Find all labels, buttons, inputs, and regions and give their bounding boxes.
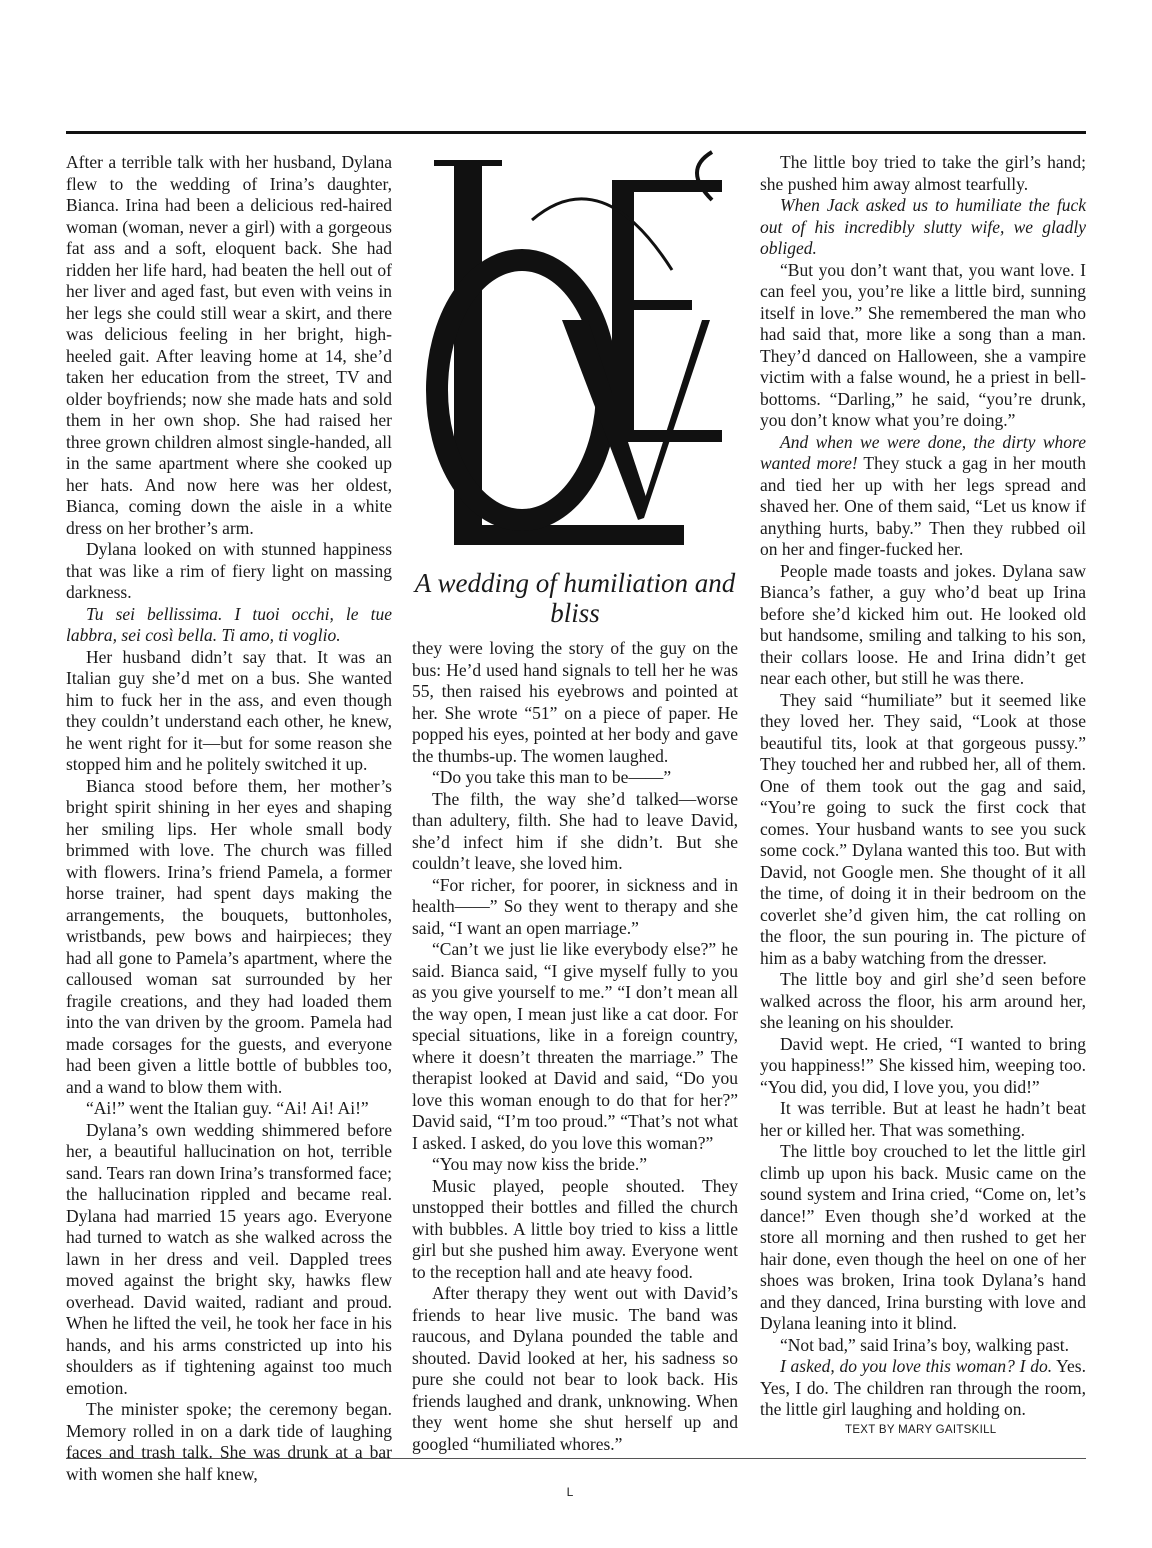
top-rule [66, 131, 1086, 134]
monogram-graphic [412, 140, 738, 570]
paragraph: “You may now kiss the bride.” [432, 1154, 648, 1174]
paragraph: I asked, do you love this woman? I do. Yes. Yes, I do. The children ran through the room, the little girl laughing and holding on. [760, 1356, 1086, 1419]
byline: TEXT BY MARY GAITSKILL [845, 1424, 997, 1436]
paragraph: They said “humiliate” but it seemed like they loved her. They said, “Look at those beautiful tits, look at that gorgeous pussy.” They touched her and rubbed her, all of them. One of them took out the gag and said, “You’re going to suck the first cock that comes. Your husband wants to see you suck some cock.” Dylana wanted this too. But with David, not Google men. She thought of it all the time, of doing it in their bedroom on the coverlet she’d given him, the cat rolling on the floor, the sun pouring in. The picture of him as a baby watching from the dresser. [760, 689, 1086, 968]
love-monogram [412, 140, 738, 570]
paragraph: “Not bad,” said Irina’s boy, walking past. [780, 1334, 1070, 1355]
paragraph: Music played, people shouted. They unstopped their bottles and filled the church with bubbles. A little boy tried to kiss a little girl but she pushed him away. Everyone went to the reception hall and ate heavy food. [412, 1175, 738, 1282]
paragraph: “But you don’t want that, you want love. I can feel you, you’re like a little bird, sunning itself in love.” She remembered the man who had said that, more like a song than a man. They’d danced on Halloween, she a vampire victim with a false wound, he a priest in bell-bottoms. “Darling,” he said, “you’re drunk, you don’t know what you’re doing.” [760, 259, 1086, 430]
paragraph: People made toasts and jokes. Dylana saw Bianca’s father, a guy who’d beat up Irina before she’d kicked him out. He looked old but handsome, smiling and talking to his son, their collars loose. He and Irina didn’t get near each other, but still he was there. [760, 560, 1086, 688]
column-2 [412, 638, 738, 1458]
paragraph: It was terrible. But at least he hadn’t beat her or killed her. That was something. [760, 1098, 1086, 1140]
paragraph: Dylana looked on with stunned happiness that was like a rim of fiery light on massing darkness. [66, 539, 392, 602]
paragraph: The filth, the way she’d talked—worse than adultery, filth. She had to leave David, she’d infect him if she didn’t. But she couldn’t leave, she loved him. [412, 788, 738, 873]
paragraph: “Do you take this man to be——” [432, 767, 672, 787]
paragraph: The little boy tried to take the girl’s hand; she pushed him away almost tearfully. [760, 152, 1086, 194]
paragraph: Her husband didn’t say that. It was an Italian guy she’d met on a bus. She wanted him to fuck her in the ass, and even though they couldn’t understand each other, he knew, he went right for it—but for some reason she stopped him and he politely switched it up. [66, 646, 392, 774]
paragraph: When Jack asked us to humiliate the fuck out of his incredibly slutty wife, we gladly obliged. [760, 195, 1086, 258]
paragraph: “For richer, for poorer, in sickness and in health——” So they went to therapy and she said, “I want an open marriage.” [412, 874, 738, 938]
paragraph: After therapy they went out with David’s friends to hear live music. The band was raucous, and Dylana pounded the table and shouted. David looked at her, his sadness so pure she could not bear to look back. His friends laughed and drank, unknowing. When they went home she shut herself up and googled “humiliated whores.” [412, 1283, 738, 1454]
column-3 [760, 152, 1086, 1452]
paragraph: The little boy crouched to let the little girl climb up upon his back. Music came on the sound system and Irina cried, “Come on, let’s dance!” Even though she’d worked at the store all morning and then rushed to get her hair done, even though the heel on one of her shoes was broken, Irina took Dylana’s hand and they danced, Irina bursting with love and Dylana leaning into it blind. [760, 1141, 1086, 1333]
paragraph: And when we were done, the dirty whore wanted more! They stuck a gag in her mouth and tied her up with her legs spread and shaved her. One of them said, “Let us know if anything hurts, baby.” Then they rubbed oil on her and finger-fucked her. [760, 431, 1086, 559]
paragraph: “Can’t we just lie like everybody else?” he said. Bianca said, “I give myself fully to you as you give yourself to me.” “I don’t mean all the way open, I mean just like a cat door. For special situations, like in a foreign country, where it doesn’t threaten the marriage.” The therapist looked at David and said, “Do you love this woman enough to do that for her?” David said, “I’m too proud.” “That’s not what I asked. I asked, do you love this woman?” [412, 939, 738, 1153]
headline: A wedding of humiliation and bliss [414, 568, 736, 628]
paragraph: The minister spoke; the ceremony began. Memory rolled in on a dark tide of laughing faces and trash talk. She was drunk at a bar with women she half knew, [66, 1399, 392, 1484]
page-number: L [566, 1485, 574, 1499]
paragraph: The little boy and girl she’d seen before walked across the floor, his arm around her, she leaning on his shoulder. [760, 969, 1086, 1032]
paragraph: David wept. He cried, “I wanted to bring you happiness!” She kissed him, weeping too. “You did, you did, I love you, you did!” [760, 1033, 1086, 1097]
paragraph: Dylana’s own wedding shimmered before her, a beautiful hallucination on hot, terrible sand. Tears ran down Irina’s transformed face; the hallucination rippled and became real. Dylana had married 15 years ago. Everyone had turned to watch as she walked across the lawn in her dress and veil. Dappled trees moved against the bright sky, hawks flew overhead. David waited, radiant and proud. When he lifted the veil, he took her face in his hands, and his arms constricted up into his shoulders as if tightening against too much emotion. [66, 1119, 392, 1398]
paragraph: they were loving the story of the guy on the bus: He’d used hand signals to tell her he was 55, then raised his eyebrows and pointed at her. She wrote “51” on a piece of paper. He popped his eyes, pointed at her body and gave the thumbs-up. The women laughed. [412, 638, 738, 766]
paragraph: After a terrible talk with her husband, Dylana flew to the wedding of Irina’s daughter, Bianca. Irina had been a delicious red-haired woman (woman, never a girl) with a gorgeous fat ass and a soft, eloquent back. She had ridden her life hard, had beaten the hell out of her liver and aged fast, but even with veins in her legs she could still wear a skirt, and there was delicious feeling in her bright, high-heeled gait. After leaving home at 14, she’d taken her education from the street, TV and older boyfriends; now she made hats and sold them in her own shop. She had raised her three grown children almost single-handed, all in the same apartment where she cooked up her hats. And now here was her oldest, Bianca, coming down the aisle in a white dress on her brother’s arm. [66, 152, 392, 538]
paragraph: Tu sei bellissima. I tuoi occhi, le tue labbra, sei così bella. Ti amo, ti voglio. [66, 603, 392, 645]
paragraph: “Ai!” went the Italian guy. “Ai! Ai! Ai!” [86, 1098, 369, 1118]
column-1 [66, 152, 392, 1484]
bottom-rule [66, 1458, 1086, 1459]
paragraph: Bianca stood before them, her mother’s bright spirit shining in her eyes and shaping her smiling lips. Her whole small body brimmed with love. The church was filled with flowers. Irina’s friend Pamela, a former horse trainer, had spent days making the arrangements, the bouquets, buttonholes, wristbands, pew bows and hairpieces; they had all gone to Pamela’s apartment, where the calloused woman sat surrounded by her fragile creations, and they had loaded them into the van driven by the groom. Pamela had made corsages for the guests, and everyone had been given a little bottle of bubbles too, and a wand to blow them with. [66, 775, 392, 1097]
